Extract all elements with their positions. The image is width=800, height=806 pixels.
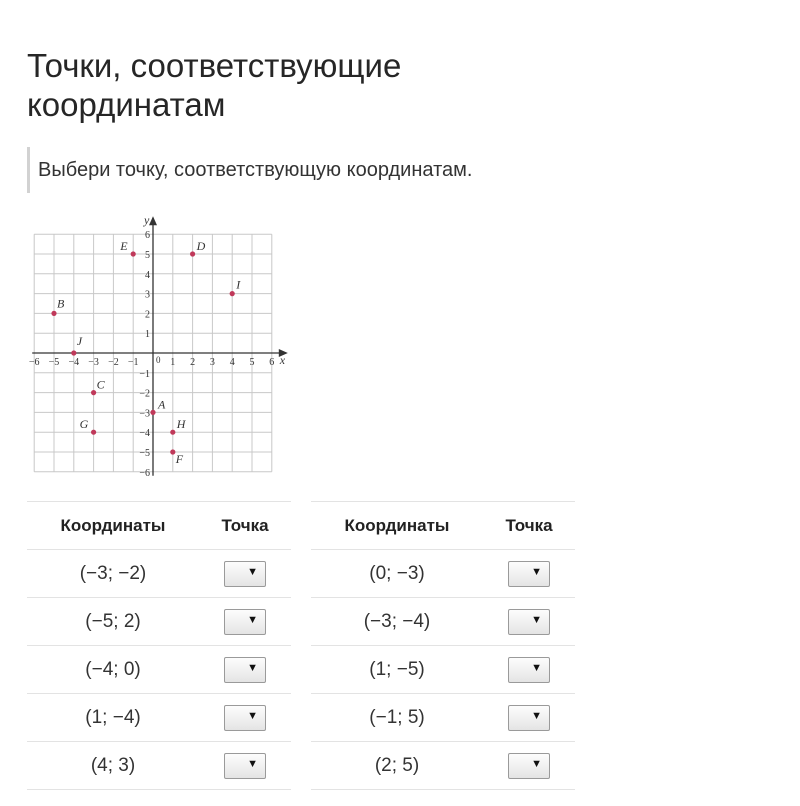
x-tick-label: 3: [209, 357, 215, 368]
table-row: [311, 598, 575, 646]
point-select-dropdown[interactable]: [508, 657, 550, 683]
point-e: [131, 251, 136, 256]
dropdown-arrow-icon: ▼: [531, 709, 542, 722]
point-label: I: [236, 277, 241, 292]
table-row: [27, 598, 291, 646]
page-title: Точки, соответствующие координатам: [27, 47, 402, 123]
coordinate-plane: [22, 206, 302, 482]
header-coordinates: Координаты: [311, 502, 483, 550]
point-select-dropdown[interactable]: [508, 705, 550, 731]
y-tick-label: −1: [139, 368, 150, 380]
point-label: C: [96, 377, 105, 392]
point-select-dropdown[interactable]: [224, 561, 266, 587]
coordinate-value: (1; −5): [311, 646, 483, 694]
x-tick-label: 2: [190, 357, 196, 368]
point-label: H: [176, 417, 186, 432]
point-label: B: [57, 296, 65, 311]
point-f: [170, 449, 175, 454]
y-tick-label: −5: [139, 448, 150, 459]
point-select-dropdown[interactable]: [508, 609, 550, 635]
point-b: [51, 311, 56, 316]
coordinate-value: (−4; 0): [27, 646, 199, 694]
y-tick-label: −4: [139, 428, 150, 440]
y-tick-label: 5: [145, 250, 150, 261]
coordinate-value: (−5; 2): [27, 598, 199, 646]
y-axis-label: y: [144, 213, 150, 228]
point-a: [150, 410, 155, 415]
dropdown-arrow-icon: ▼: [247, 661, 258, 674]
x-tick-label: −6: [28, 357, 40, 368]
x-tick-label: 5: [249, 357, 255, 368]
y-axis-arrow-icon: [149, 216, 157, 225]
instruction-text: Выбери точку, соответствующую координатам.: [27, 147, 472, 193]
dropdown-arrow-icon: ▼: [247, 709, 258, 722]
coordinate-value: (−3; −4): [311, 598, 483, 646]
y-tick-label: −6: [139, 467, 150, 479]
point-c: [91, 390, 96, 395]
point-select-dropdown[interactable]: [508, 561, 550, 587]
y-tick-label: 3: [145, 289, 150, 301]
coordinate-value: (1; −4): [27, 694, 199, 742]
point-label: G: [79, 417, 89, 432]
table-row: [27, 742, 291, 790]
dropdown-arrow-icon: ▼: [531, 757, 542, 770]
table-row: [311, 550, 575, 598]
point-select-dropdown[interactable]: [224, 753, 266, 779]
x-tick-label: −3: [88, 357, 99, 368]
point-d: [190, 251, 195, 256]
coordinates-table-right: [311, 501, 575, 790]
point-label: J: [76, 334, 83, 348]
x-tick-label: −5: [48, 357, 60, 368]
y-tick-label: 4: [145, 269, 150, 281]
header-coordinates: Координаты: [27, 502, 199, 550]
point-g: [91, 430, 96, 435]
point-h: [170, 430, 175, 435]
y-tick-label: 1: [145, 329, 150, 341]
point-label: E: [120, 239, 128, 253]
table-header-row: [27, 502, 291, 550]
point-label: F: [175, 452, 184, 466]
dropdown-arrow-icon: ▼: [247, 757, 258, 770]
table-row: [27, 694, 291, 742]
y-tick-label: 6: [145, 230, 150, 242]
dropdown-arrow-icon: ▼: [531, 613, 542, 626]
x-tick-label: 6: [269, 357, 275, 368]
y-tick-label: 2: [145, 309, 150, 321]
point-i: [230, 291, 235, 296]
dropdown-arrow-icon: ▼: [247, 565, 258, 578]
table-row: [311, 742, 575, 790]
point-select-dropdown[interactable]: [508, 753, 550, 779]
x-axis-label: x: [279, 353, 286, 367]
coordinates-table-left: [27, 501, 291, 790]
origin-label: 0: [156, 355, 161, 365]
point-j: [71, 350, 76, 355]
coordinate-value: (−3; −2): [27, 550, 199, 598]
table-row: [27, 646, 291, 694]
y-tick-label: −3: [139, 408, 150, 420]
table-row: [311, 646, 575, 694]
x-tick-label: −2: [108, 357, 119, 368]
point-select-dropdown[interactable]: [224, 657, 266, 683]
dropdown-arrow-icon: ▼: [247, 613, 258, 626]
coordinate-value: (0; −3): [311, 550, 483, 598]
dropdown-arrow-icon: ▼: [531, 661, 542, 674]
coordinate-value: (4; 3): [27, 742, 199, 790]
table-row: [311, 694, 575, 742]
y-tick-label: −2: [139, 388, 150, 400]
header-point: Точка: [199, 502, 291, 550]
x-tick-label: 1: [170, 357, 176, 368]
table-header-row: [311, 502, 575, 550]
x-tick-label: −1: [127, 357, 139, 368]
x-tick-label: −4: [68, 357, 80, 368]
point-label: D: [196, 239, 206, 253]
point-label: A: [158, 397, 166, 412]
x-tick-label: 4: [229, 357, 235, 368]
table-row: [27, 550, 291, 598]
coordinate-value: (−1; 5): [311, 694, 483, 742]
dropdown-arrow-icon: ▼: [531, 565, 542, 578]
point-select-dropdown[interactable]: [224, 705, 266, 731]
header-point: Точка: [483, 502, 575, 550]
point-select-dropdown[interactable]: [224, 609, 266, 635]
coordinate-value: (2; 5): [311, 742, 483, 790]
